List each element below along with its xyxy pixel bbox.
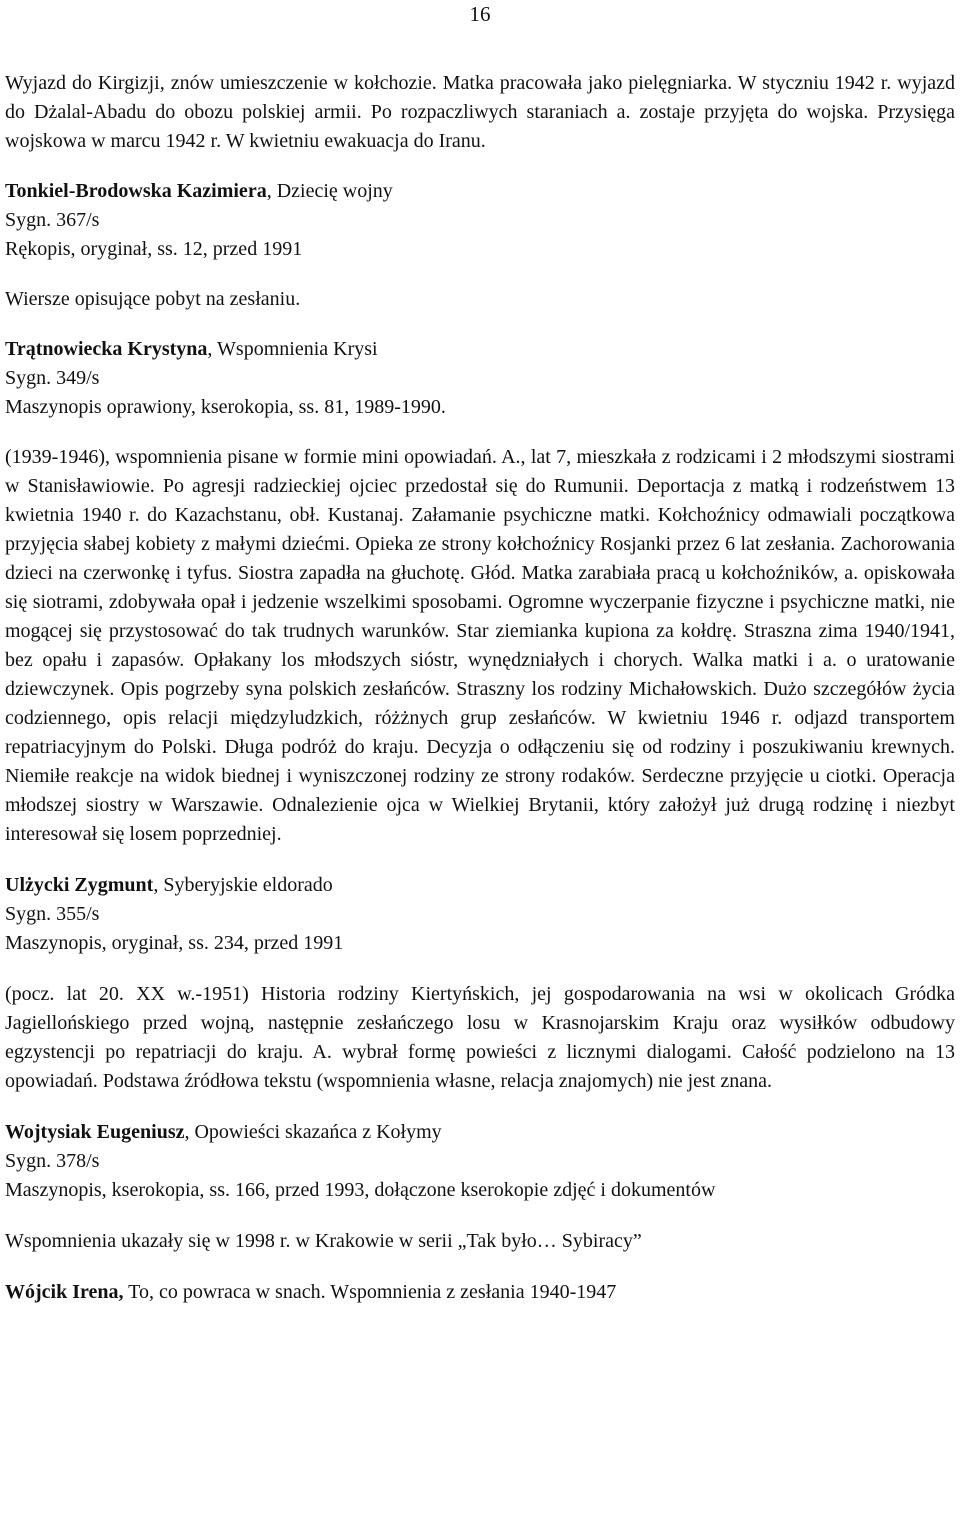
intro-paragraph: Wyjazd do Kirgizji, znów umieszczenie w kołchozie. Matka pracowała jako pielęgniarka. W styczniu 1942 r. wyjazd do Dżalal-Abadu do obozu polskiej armii. Po rozpaczliwych staraniach a. zostaje przyjęta do wojska. Przysięga wojskowa w marcu 1942 r. W kwietniu ewakuacja do Iranu.: [5, 72, 955, 152]
entry-signature: Sygn. 349/s: [5, 367, 100, 389]
entry-heading: [5, 871, 955, 900]
entry-physical-description: Rękopis, oryginał, ss. 12, przed 1991: [5, 238, 303, 260]
document-body: [5, 69, 955, 1307]
entry-physical-description: Maszynopis, oryginał, ss. 234, przed 1991: [5, 932, 344, 954]
entry-signature: Sygn. 355/s: [5, 903, 100, 925]
page-number: 16: [469, 2, 491, 26]
catalog-entry: [5, 177, 955, 314]
entry-heading: [5, 177, 955, 206]
entry-signature: Sygn. 378/s: [5, 1150, 100, 1172]
entry-title: , Syberyjskie eldorado: [153, 874, 333, 896]
entry-author: Tonkiel-Brodowska Kazimiera: [5, 180, 267, 202]
entry-title: , Opowieści skazańca z Kołymy: [184, 1121, 442, 1143]
entry-description: (pocz. lat 20. XX w.-1951) Historia rodziny Kiertyńskich, jej gospodarowania na wsi w okolicach Gródka Jagiellońskiego przed wojną, następnie zesłańczego losu w Krasnojarskim Kraju oraz wysiłków odbudowy egzystencji po repatriacji do kraju. A. wybrał formę powieści z licznymi dialogami. Całość podzielono na 13 opowiadań. Podstawa źródłowa tekstu (wspomnienia własne, relacja znajomych) nie jest znana.: [5, 983, 955, 1092]
entry-heading: [5, 335, 955, 364]
entry-title: , Wspomnienia Krysi: [207, 338, 378, 360]
entry-title: To, co powraca w snach. Wspomnienia z zesłania 1940-1947: [123, 1281, 617, 1303]
entry-signature: Sygn. 367/s: [5, 209, 100, 231]
catalog-entry: [5, 1118, 955, 1256]
entry-physical-description: Maszynopis oprawiony, kserokopia, ss. 81, 1989-1990.: [5, 396, 446, 418]
entry-author: Ulżycki Zygmunt: [5, 874, 154, 896]
entry-author: Wójcik Irena,: [5, 1281, 124, 1303]
entry-author: Wojtysiak Eugeniusz: [5, 1121, 185, 1143]
entry-author: Trątnowiecka Krystyna: [5, 338, 208, 360]
entry-heading: [5, 1118, 955, 1147]
catalog-entry: [5, 335, 955, 849]
entry-physical-description: Maszynopis, kserokopia, ss. 166, przed 1993, dołączone kserokopie zdjęć i dokumentów: [5, 1179, 716, 1201]
catalog-entry: [5, 871, 955, 1096]
entry-heading: [5, 1278, 955, 1307]
entry-title: , Dziecię wojny: [266, 180, 393, 202]
entry-description: Wiersze opisujące pobyt na zesłaniu.: [5, 288, 301, 310]
catalog-entry: [5, 1278, 955, 1307]
entry-description: Wspomnienia ukazały się w 1998 r. w Krakowie w serii „Tak było… Sybiracy”: [5, 1230, 642, 1252]
entry-description: (1939-1946), wspomnienia pisane w formie mini opowiadań. A., lat 7, mieszkała z rodzicami i 2 młodszymi siostrami w Stanisławiowie. Po agresji radzieckiej ojciec przedostał się do Rumunii. Deportacja z matką i rodzeństwem 13 kwietnia 1940 r. do Kazachstanu, obł. Kustanaj. Załamanie psychiczne matki. Kołchoźnicy odmawiali początkowa przyjęcia słabej kobiety z małymi dziećmi. Opieka ze strony kołchoźnicy Rosjanki przez 6 lat zesłania. Zachorowania dzieci na czerwonkę i tyfus. Siostra zapadła na głuchotę. Głód. Matka zarabiała pracą u kołchoźników, a. opiskowała się siotrami, zdobywała opał i jedzenie wszelkimi sposobami. Ogromne wyczerpanie fizyczne i psychiczne matki, nie mogącej się przystosować do tak trudnych warunków. Star ziemianka kupiona za kołdrę. Straszna zima 1940/1941, bez opału i zapasów. Opłakany los młodszych sióstr, wynędzniałych i chorych. Walka matki i a. o uratowanie dziewczynek. Opis pogrzeby syna polskich zesłańców. Straszny los rodziny Michałowskich. Dużo szczegółów życia codziennego, opis relacji międzyludzkich, różżnych grup zesłańców. W kwietniu 1946 r. odjazd transportem repatriacyjnym do Polski. Długa podróż do kraju. Decyzja o odłączeniu się od rodziny i poszukiwaniu krewnych. Niemiłe reakcje na widok biednej i wyniszczonej rodziny ze strony rodaków. Serdeczne przyjęcie u ciotki. Operacja młodszej siostry w Warszawie. Odnalezienie ojca w Wielkiej Brytanii, który założył już drugą rodzinę i niezbyt interesował się losem poprzedniej.: [5, 446, 955, 845]
